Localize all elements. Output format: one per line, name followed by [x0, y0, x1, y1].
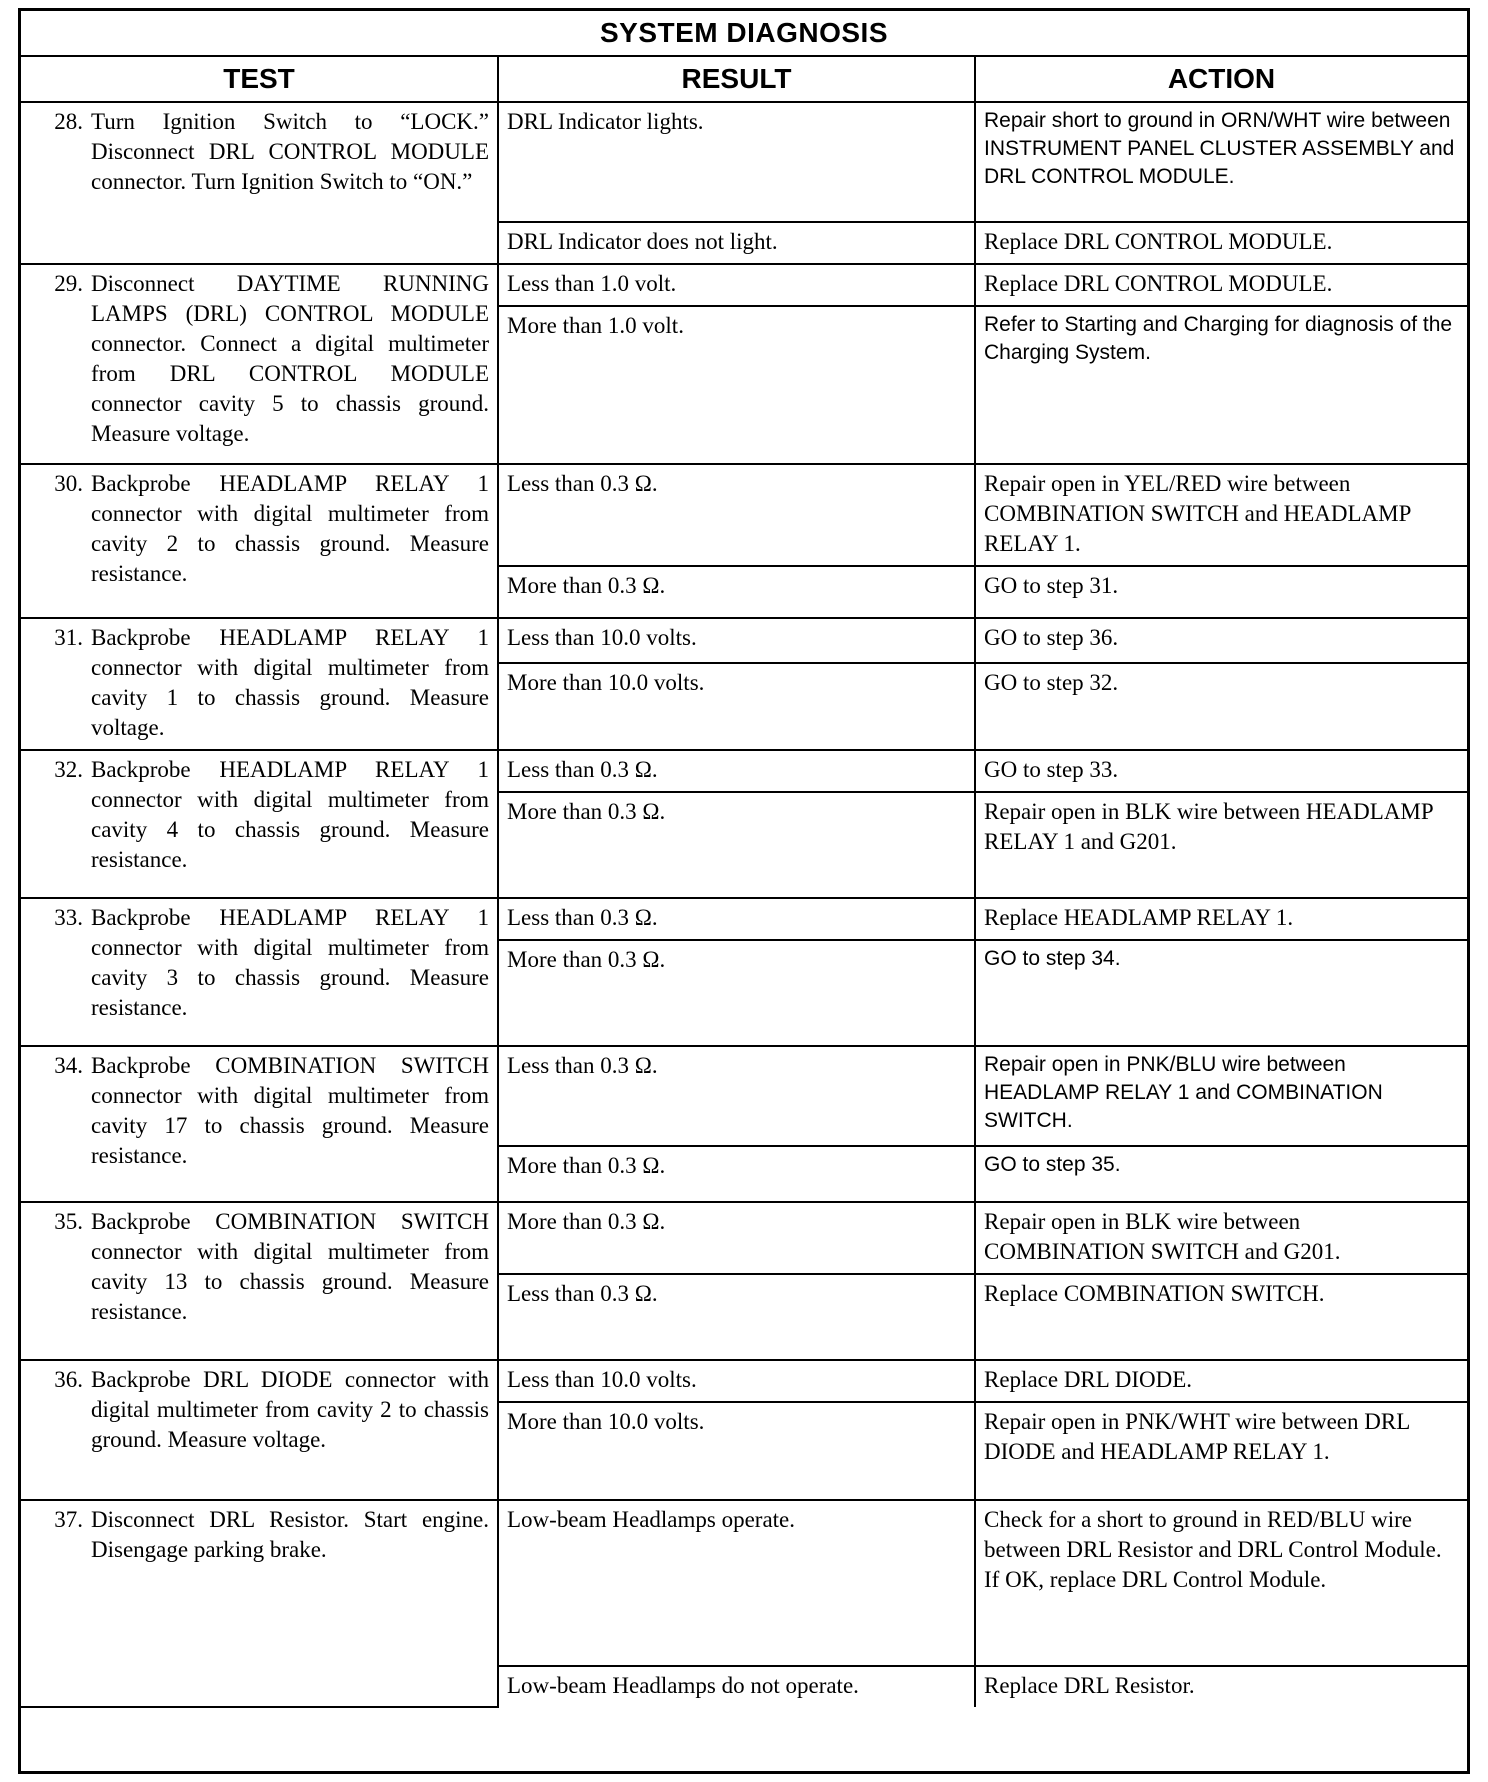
test-cell: [21, 264, 498, 464]
diagnosis-table: [21, 57, 1467, 1708]
page-title: SYSTEM DIAGNOSIS: [21, 11, 1467, 57]
test-text: Backprobe COMBINATION SWITCH connector with digital multimeter from cavity 13 to chassis ground. Measure resistance.: [91, 1209, 489, 1324]
header-action: ACTION: [975, 57, 1467, 102]
test-cell: [21, 618, 498, 750]
action-cell: Repair open in PNK/BLU wire between HEADLAMP RELAY 1 and COMBINATION SWITCH.: [975, 1046, 1467, 1146]
result-cell: More than 0.3 Ω.: [498, 1146, 975, 1202]
step-number: 31.: [54, 625, 83, 650]
table-row: [21, 750, 1467, 792]
test-text: Disconnect DRL Resistor. Start engine. Disengage parking brake.: [91, 1507, 489, 1562]
action-cell: Replace COMBINATION SWITCH.: [975, 1274, 1467, 1360]
result-cell: More than 1.0 volt.: [498, 306, 975, 464]
step-number: 37.: [54, 1507, 83, 1532]
table-row: [21, 1202, 1467, 1274]
table-row: [21, 618, 1467, 663]
result-cell: Low-beam Headlamps operate.: [498, 1500, 975, 1666]
step-number: 28.: [54, 109, 83, 134]
action-cell: Repair open in PNK/WHT wire between DRL DIODE and HEADLAMP RELAY 1.: [975, 1402, 1467, 1500]
result-cell: Less than 0.3 Ω.: [498, 1274, 975, 1360]
action-cell: GO to step 32.: [975, 663, 1467, 750]
test-cell: [21, 464, 498, 618]
table-row: [21, 464, 1467, 566]
action-cell: Replace DRL DIODE.: [975, 1360, 1467, 1402]
action-cell: Repair open in BLK wire between COMBINATION SWITCH and G201.: [975, 1202, 1467, 1274]
table-row: [21, 1500, 1467, 1666]
table-row: [21, 264, 1467, 306]
header-test: TEST: [21, 57, 498, 102]
test-text: Backprobe HEADLAMP RELAY 1 connector with digital multimeter from cavity 1 to chassis ground. Measure voltage.: [91, 625, 489, 740]
result-cell: More than 10.0 volts.: [498, 663, 975, 750]
action-cell: Check for a short to ground in RED/BLU wire between DRL Resistor and DRL Control Module. If OK, replace DRL Control Module.: [975, 1500, 1467, 1666]
test-text: Backprobe HEADLAMP RELAY 1 connector with digital multimeter from cavity 3 to chassis ground. Measure resistance.: [91, 905, 489, 1020]
result-cell: DRL Indicator lights.: [498, 102, 975, 222]
action-cell: Repair open in YEL/RED wire between COMBINATION SWITCH and HEADLAMP RELAY 1.: [975, 464, 1467, 566]
action-cell: GO to step 35.: [975, 1146, 1467, 1202]
result-cell: More than 0.3 Ω.: [498, 566, 975, 618]
result-cell: Less than 0.3 Ω.: [498, 1046, 975, 1146]
diagnosis-sheet: [18, 8, 1470, 1774]
step-number: 33.: [54, 905, 83, 930]
action-cell: Refer to Starting and Charging for diagnosis of the Charging System.: [975, 306, 1467, 464]
test-text: Backprobe DRL DIODE connector with digital multimeter from cavity 2 to chassis ground. Measure voltage.: [91, 1367, 489, 1452]
test-cell: [21, 1360, 498, 1500]
step-number: 34.: [54, 1053, 83, 1078]
header-result: RESULT: [498, 57, 975, 102]
test-text: Backprobe HEADLAMP RELAY 1 connector with digital multimeter from cavity 4 to chassis ground. Measure resistance.: [91, 757, 489, 872]
test-text: Backprobe HEADLAMP RELAY 1 connector with digital multimeter from cavity 2 to chassis ground. Measure resistance.: [91, 471, 489, 586]
header-row: [21, 57, 1467, 102]
result-cell: Less than 0.3 Ω.: [498, 750, 975, 792]
result-cell: More than 0.3 Ω.: [498, 940, 975, 1046]
action-cell: Replace HEADLAMP RELAY 1.: [975, 898, 1467, 940]
test-cell: [21, 898, 498, 1046]
test-text: Backprobe COMBINATION SWITCH connector with digital multimeter from cavity 17 to chassis ground. Measure resistance.: [91, 1053, 489, 1168]
action-cell: Repair short to ground in ORN/WHT wire between INSTRUMENT PANEL CLUSTER ASSEMBLY and DRL CONTROL MODULE.: [975, 102, 1467, 222]
result-cell: Low-beam Headlamps do not operate.: [498, 1666, 975, 1707]
result-cell: DRL Indicator does not light.: [498, 222, 975, 264]
test-cell: [21, 102, 498, 264]
test-text: Disconnect DAYTIME RUNNING LAMPS (DRL) CONTROL MODULE connector. Connect a digital multimeter from DRL CONTROL MODULE connector cavity 5 to chassis ground. Measure voltage.: [91, 271, 489, 446]
test-cell: [21, 1202, 498, 1360]
table-row: [21, 102, 1467, 222]
table-row: [21, 1046, 1467, 1146]
action-cell: GO to step 34.: [975, 940, 1467, 1046]
step-number: 29.: [54, 271, 83, 296]
step-number: 35.: [54, 1209, 83, 1234]
action-cell: GO to step 31.: [975, 566, 1467, 618]
action-cell: Replace DRL Resistor.: [975, 1666, 1467, 1707]
test-cell: [21, 750, 498, 898]
action-cell: Replace DRL CONTROL MODULE.: [975, 222, 1467, 264]
action-cell: Replace DRL CONTROL MODULE.: [975, 264, 1467, 306]
table-row: [21, 1360, 1467, 1402]
action-cell: GO to step 36.: [975, 618, 1467, 663]
result-cell: Less than 0.3 Ω.: [498, 464, 975, 566]
result-cell: More than 0.3 Ω.: [498, 792, 975, 898]
result-cell: Less than 10.0 volts.: [498, 1360, 975, 1402]
test-text: Turn Ignition Switch to “LOCK.” Disconnect DRL CONTROL MODULE connector. Turn Ignition Switch to “ON.”: [91, 109, 489, 194]
table-row: [21, 898, 1467, 940]
step-number: 32.: [54, 757, 83, 782]
result-cell: Less than 1.0 volt.: [498, 264, 975, 306]
result-cell: More than 10.0 volts.: [498, 1402, 975, 1500]
step-number: 30.: [54, 471, 83, 496]
result-cell: Less than 0.3 Ω.: [498, 898, 975, 940]
result-cell: More than 0.3 Ω.: [498, 1202, 975, 1274]
action-cell: GO to step 33.: [975, 750, 1467, 792]
action-cell: Repair open in BLK wire between HEADLAMP RELAY 1 and G201.: [975, 792, 1467, 898]
test-cell: [21, 1046, 498, 1202]
test-cell: [21, 1500, 498, 1707]
result-cell: Less than 10.0 volts.: [498, 618, 975, 663]
step-number: 36.: [54, 1367, 83, 1392]
